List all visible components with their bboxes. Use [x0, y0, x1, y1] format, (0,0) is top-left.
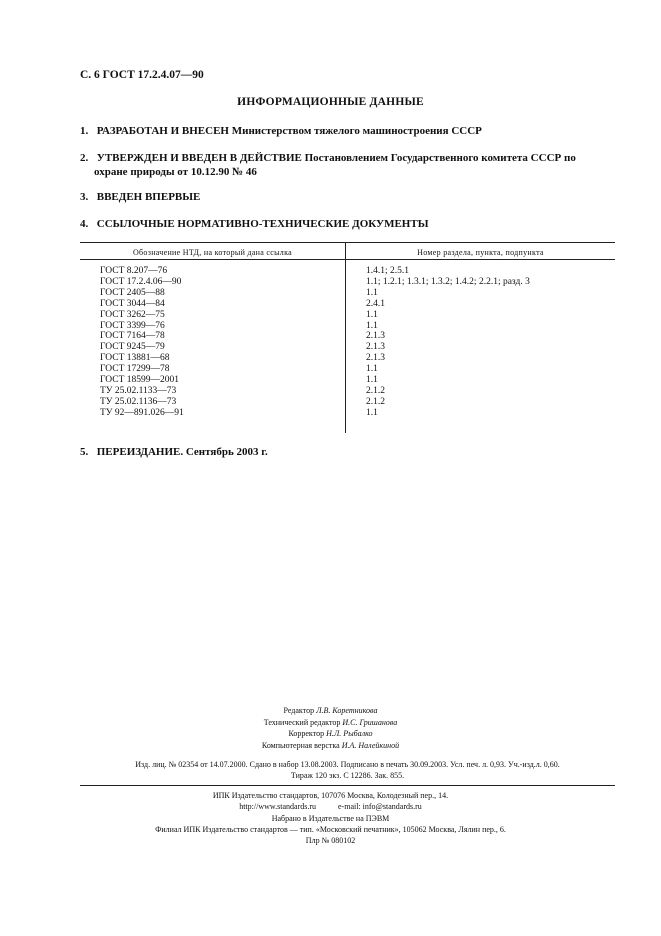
publisher-line: Филиал ИПК Издательство стандартов — тип. «Московский печатник», 105062 Москва, Лялин пер., 6.	[155, 824, 506, 834]
table-cell-doc: ГОСТ 3262—75	[100, 309, 165, 320]
table-cell-ref: 2.1.3	[366, 353, 385, 364]
page-title: ИНФОРМАЦИОННЫЕ ДАННЫЕ	[237, 96, 424, 108]
imprint-line: Изд. лиц. № 02354 от 14.07.2000. Сдано в набор 13.08.2003. Подписано в печать 30.09.2003. Усл. печ. л. 0,93. Уч.-изд.л. 0,60.	[135, 760, 560, 769]
credit-editor: Редактор Л.В. Коретникова	[283, 706, 378, 715]
table-cell-doc: ГОСТ 9245—79	[100, 342, 165, 353]
section-caption: УТВЕРЖДЕН И ВВЕДЕН В ДЕЙСТВИЕ	[96, 152, 302, 164]
table-cell-ref: 2.1.3	[366, 342, 385, 353]
table-column-references	[366, 266, 530, 419]
table-cell-doc: ГОСТ 2405—88	[100, 287, 165, 298]
credits-block	[0, 705, 661, 751]
section-number: 5.	[80, 446, 89, 458]
credit-tech-editor: Технический редактор И.С. Гришанова	[263, 717, 398, 727]
publisher-line: Плр № 080102	[305, 836, 356, 846]
section-2	[80, 151, 620, 179]
table-cell-doc: ГОСТ 13881—68	[100, 353, 170, 364]
section-caption: ПЕРЕИЗДАНИЕ. Сентябрь 2003 г.	[96, 446, 268, 458]
section-caption: ССЫЛОЧНЫЕ НОРМАТИВНО-ТЕХНИЧЕСКИЕ ДОКУМЕНТЫ	[96, 218, 429, 230]
table-column-documents	[100, 266, 184, 419]
table-column-divider	[345, 242, 346, 433]
table-cell-ref: 2.1.2	[366, 385, 385, 396]
table-cell-doc: ГОСТ 3399—76	[100, 320, 165, 331]
table-cell-ref: 1.1	[366, 407, 378, 418]
credit-corrector: Корректор Н.Л. Рыбалко	[288, 729, 373, 738]
table-cell-doc: ГОСТ 8.207—76	[100, 266, 168, 276]
table-cell-ref: 1.1; 1.2.1; 1.3.1; 1.3.2; 1.4.2; 2.2.1; разд. 3	[366, 276, 530, 287]
table-cell-ref: 2.1.3	[366, 331, 385, 342]
section-number: 2.	[80, 152, 89, 164]
page-header: С. 6 ГОСТ 17.2.4.07—90	[80, 69, 204, 81]
table-header-rule	[80, 259, 615, 260]
section-caption: РАЗРАБОТАН И ВНЕСЕН	[96, 125, 229, 137]
table-header-documents: Обозначение НТД, на который дана ссылка	[132, 248, 293, 257]
section-5	[80, 445, 620, 459]
table-cell-ref: 1.1	[366, 320, 378, 331]
publisher-line: Набрано в Издательстве на ПЭВМ	[271, 813, 390, 823]
table-cell-doc: ТУ 92—891.026—91	[100, 407, 184, 418]
table-cell-ref: 1.1	[366, 375, 378, 386]
table-cell-ref: 2.4.1	[366, 298, 385, 309]
table-top-rule	[80, 242, 615, 243]
table-cell-ref: 1.1	[366, 287, 378, 298]
imprint-block	[80, 759, 615, 781]
table-cell-ref: 1.4.1; 2.5.1	[366, 266, 410, 276]
section-number: 3.	[80, 191, 89, 203]
table-cell-doc: ГОСТ 3044—84	[100, 298, 165, 309]
section-body: Постановлением Государственного комитета СССР по	[304, 152, 576, 164]
imprint-line: Тираж 120 экз. С 12286. Зак. 855.	[290, 771, 405, 780]
credit-layout: Компьютерная верстка И.А. Налейкиной	[261, 740, 400, 750]
table-cell-doc: ГОСТ 17.2.4.06—90	[100, 276, 182, 287]
publisher-line: http://www.standards.ru e-mail: info@standards.ru	[239, 802, 422, 812]
section-number: 4.	[80, 218, 89, 230]
publisher-block	[0, 790, 661, 846]
section-body: Министерством тяжелого машиностроения СССР	[231, 125, 482, 137]
section-caption: ВВЕДЕН ВПЕРВЫЕ	[96, 191, 201, 203]
section-number: 1.	[80, 125, 89, 137]
section-3	[80, 190, 620, 204]
table-header-references: Номер раздела, пункта, подпункта	[417, 248, 544, 257]
table-cell-doc: ТУ 25.02.1133—73	[100, 385, 177, 396]
section-body-continued: охране природы от 10.12.90 № 46	[94, 166, 257, 178]
section-4	[80, 217, 620, 231]
table-cell-doc: ГОСТ 17299—78	[100, 364, 170, 375]
table-cell-ref: 1.1	[366, 309, 378, 320]
table-cell-ref: 2.1.2	[366, 396, 385, 407]
table-cell-doc: ГОСТ 7164—78	[100, 331, 165, 342]
table-cell-ref: 1.1	[366, 364, 378, 375]
table-cell-doc: ТУ 25.02.1136—73	[100, 396, 177, 407]
publisher-line: ИПК Издательство стандартов, 107076 Москва, Колодезный пер., 14.	[212, 791, 449, 800]
footer-rule	[80, 785, 615, 786]
table-cell-doc: ГОСТ 18599—2001	[100, 375, 179, 386]
section-1	[80, 124, 620, 138]
